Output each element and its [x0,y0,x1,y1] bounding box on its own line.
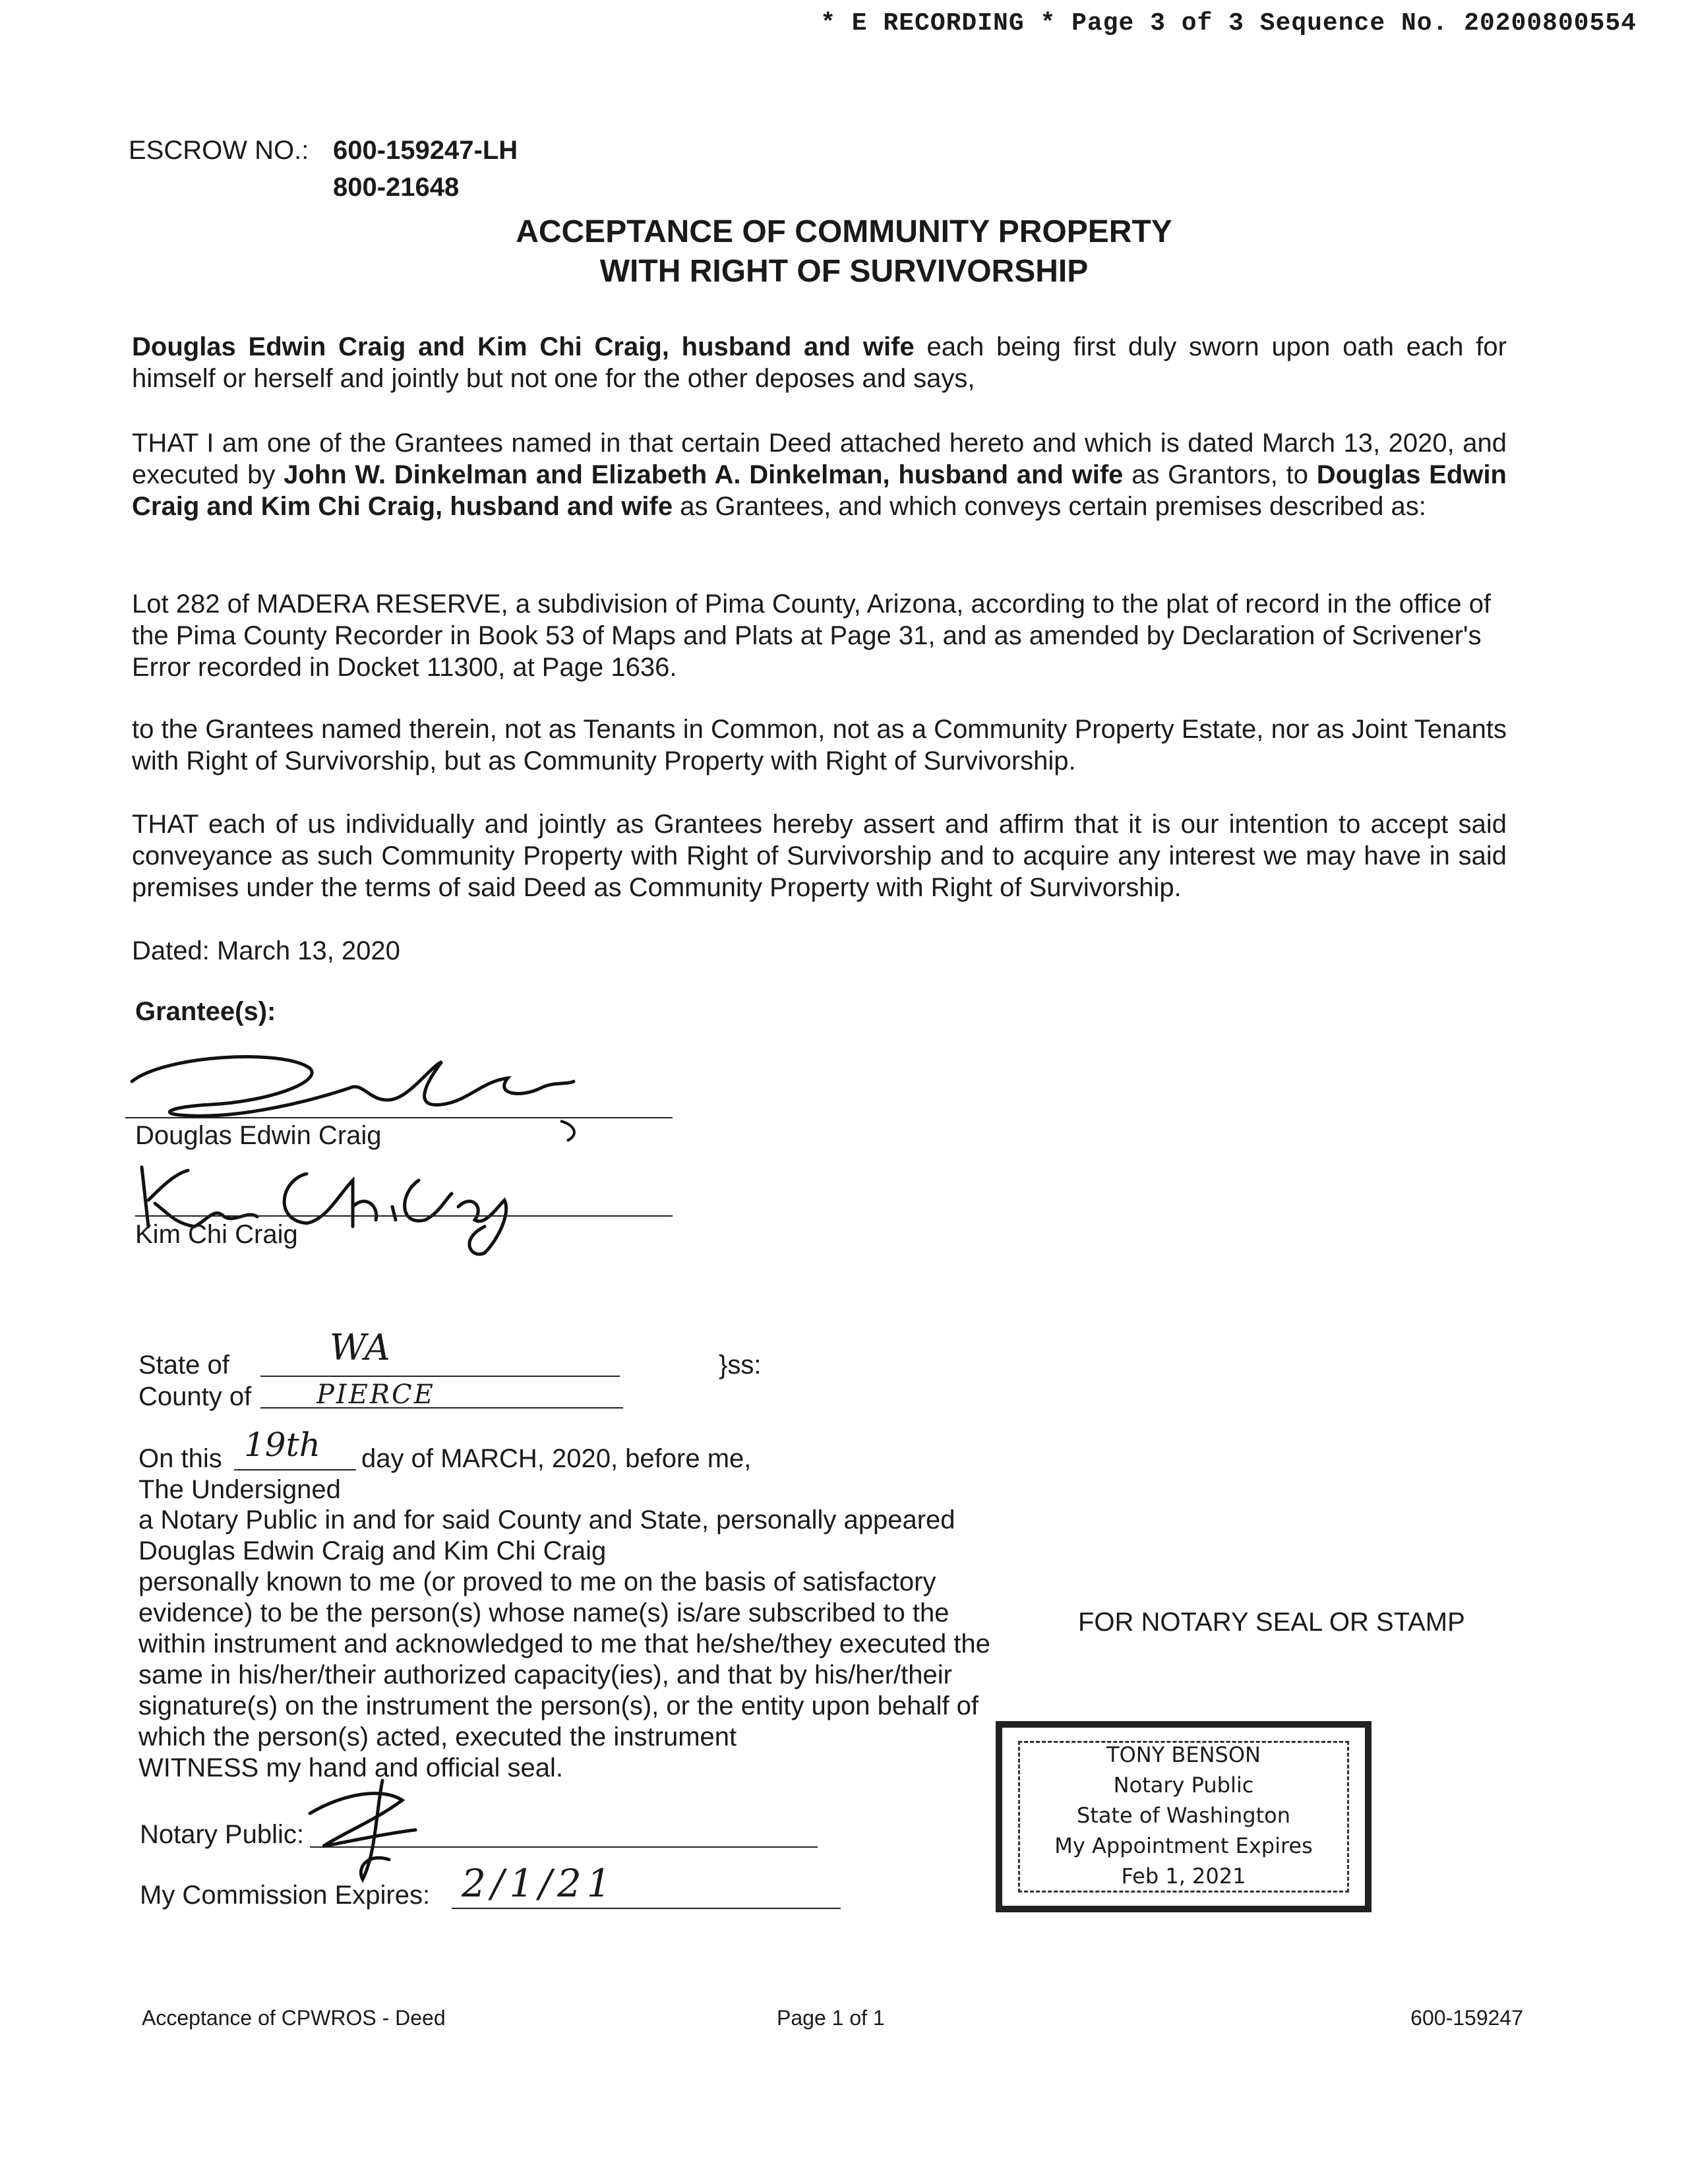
grantees-names: Douglas Edwin Craig and Kim Chi Craig, husband and wife [132,460,1507,521]
paragraph-deed [132,427,1507,522]
ack-line-9: WITNESS my hand and official seal. [138,1753,563,1782]
commission-label: My Commission Expires: [140,1881,431,1910]
paragraph-legal-description: Lot 282 of MADERA RESERVE, a subdivision of Pima County, Arizona, according to the plat of record in the office of the Pima County Recorder in Book 53 of Maps and Plats at Page 31, and as amended by Declaration of Scrivener's Error recorded in Docket 11300, at Page 1636. [132,590,1492,682]
stamp-title: Notary Public [1113,1773,1254,1798]
stamp-state: State of Washington [1077,1803,1290,1828]
day-rest: day of MARCH, 2020, before me, [361,1444,752,1473]
grantees-label: Grantee(s): [135,997,276,1026]
ack-line-7: signature(s) on the instrument the person(s), or the entity upon behalf of [138,1691,979,1720]
ack-line-4: evidence) to be the person(s) whose name(s) is/are subscribed to the [138,1598,950,1627]
day-value-handwritten: 19th [244,1426,320,1464]
notary-stamp [996,1721,1372,1912]
dated-line: Dated: March 13, 2020 [132,936,400,965]
title-line-1: ACCEPTANCE OF COMMUNITY PROPERTY [516,214,1172,249]
notary-public-label: Notary Public: [140,1820,304,1849]
deed-text-a: THAT I am one of the Grantees named in that certain Deed attached hereto and which is dated March 13, 2020, and executed by [132,429,1507,489]
county-label: County of [138,1382,252,1411]
undersigned: The Undersigned [138,1475,341,1504]
signature-notary [284,1774,455,1893]
recording-header: * E RECORDING * Page 3 of 3 Sequence No. 20200800554 [820,9,1637,38]
escrow-number-2: 800-21648 [333,173,460,202]
deponents-names: Douglas Edwin Craig and Kim Chi Craig, husband and wife [132,332,915,361]
grantee-name-2: Kim Chi Craig [135,1220,298,1249]
document-title [0,212,1688,291]
paragraph-tenancy: to the Grantees named therein, not as Tenants in Common, not as a Community Property Estate, nor as Joint Tenants with Right of Survivorship, but as Community Property with Right of Survivorship. [132,715,1507,775]
deponents-text: each being first duly sworn upon oath each for himself or herself and jointly but not one for the other deposes and says, [132,332,1507,393]
grantee-name-1: Douglas Edwin Craig [135,1121,382,1150]
paragraph-affirmation: THAT each of us individually and jointly as Grantees hereby assert and affirm that it is our intention to accept said conveyance as such Community Property with Right of Survivorship and to acquire any interest we may have in said premises under the terms of said Deed as Community Property with Right of Survivorship. [132,810,1507,902]
ack-line-6: same in his/her/their authorized capacity(ies), and that by his/her/their [138,1660,952,1689]
stamp-expiry-date: Feb 1, 2021 [1121,1864,1246,1889]
on-this-label: On this [138,1444,222,1473]
ack-line-5: within instrument and acknowledged to me that he/she/they executed the [138,1629,990,1658]
footer-page: Page 1 of 1 [777,2006,885,2030]
grantors-names: John W. Dinkelman and Elizabeth A. Dinkelman, husband and wife [284,460,1124,489]
deed-text-c: as Grantees, and which conveys certain premises described as: [673,492,1426,521]
ack-line-8: which the person(s) acted, executed the instrument [138,1722,737,1751]
title-line-2: WITH RIGHT OF SURVIVORSHIP [599,254,1089,289]
ack-line-3: personally known to me (or proved to me on the basis of satisfactory [138,1567,936,1596]
stamp-name: TONY BENSON [1106,1742,1261,1767]
escrow-block [129,132,518,206]
footer-left: Acceptance of CPWROS - Deed [142,2006,446,2030]
ack-line-2: Douglas Edwin Craig and Kim Chi Craig [138,1536,607,1565]
stamp-appointment: My Appointment Expires [1054,1833,1313,1858]
seal-label: FOR NOTARY SEAL OR STAMP [1078,1608,1465,1637]
county-value-handwritten: PIERCE [316,1380,435,1410]
footer-right: 600-159247 [1410,2006,1523,2030]
notary-acknowledgment [138,1505,1035,1784]
ack-line-1: a Notary Public in and for said County and State, personally appeared [138,1505,955,1534]
paragraph-deponents [132,331,1507,394]
escrow-label: ESCROW NO.: [129,136,309,165]
escrow-number-1: 600-159247-LH [333,136,518,165]
commission-value-handwritten: 2/1/21 [462,1861,617,1906]
ss-mark: }ss: [719,1350,762,1380]
deed-text-b: as Grantors, to [1123,460,1317,489]
state-value-handwritten: WA [330,1327,390,1368]
state-label: State of [138,1350,229,1380]
